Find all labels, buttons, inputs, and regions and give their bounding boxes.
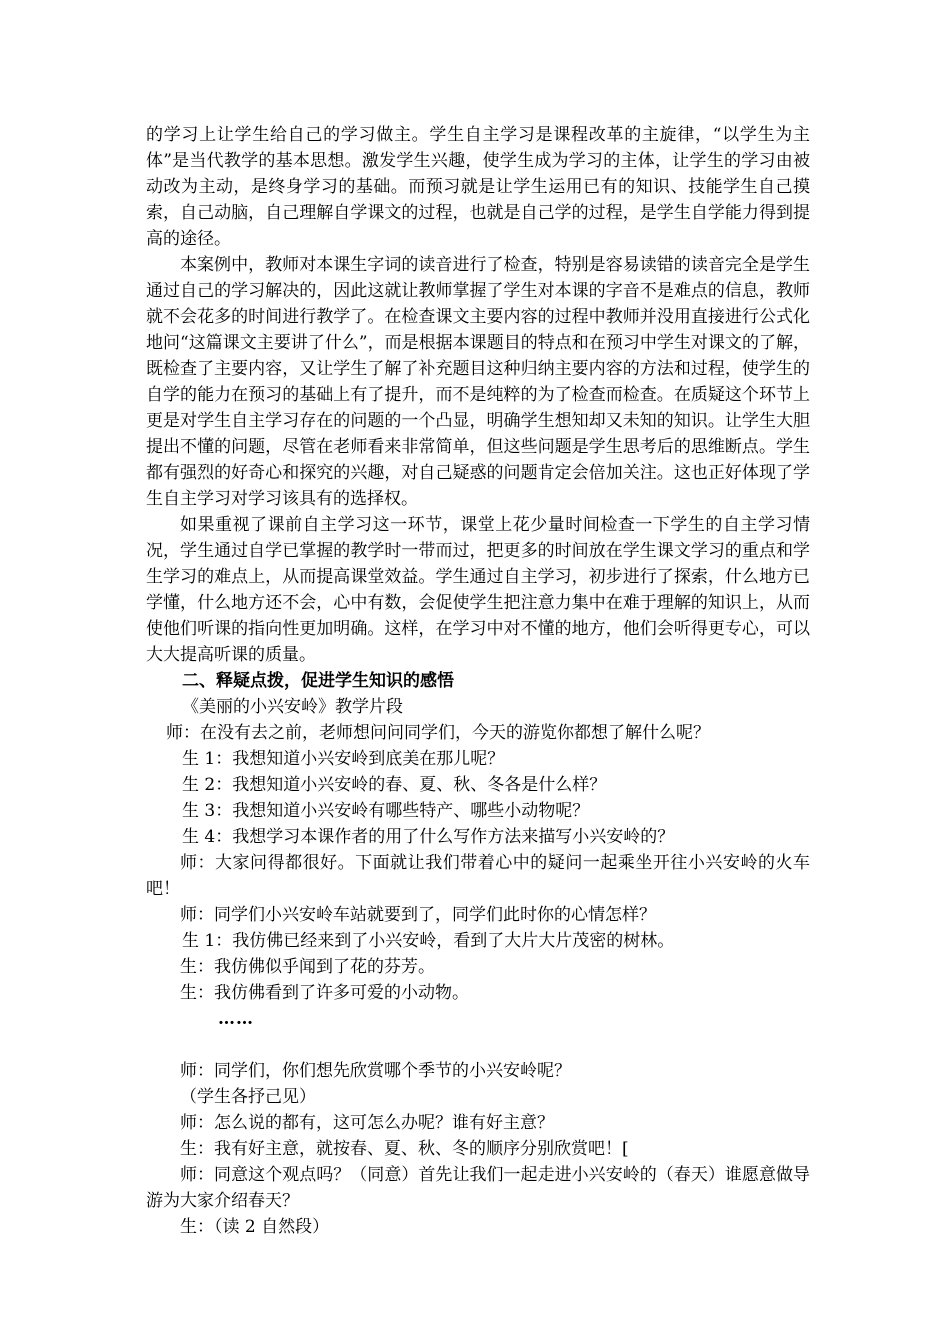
dialogue-line: 生：我仿佛似乎闻到了花的芬芳。 [180,957,435,977]
dialogue-line: 生 4：我想学习本课作者的用了什么写作方法来描写小兴安岭的？ [182,827,675,847]
blank-line [146,1032,810,1058]
lesson-title-line: 《美丽的小兴安岭》教学片段 [182,697,403,717]
dialogue-line: 生 3：我想知道小兴安岭有哪些特产、哪些小动物呢？ [182,801,590,821]
dialogue-line: 师：在没有去之前，老师想问问同学们，今天的游览你都想了解什么呢？ [166,723,710,743]
dialogue-line: 师：同学们，你们想先欣赏哪个季节的小兴安岭呢？ [180,1061,571,1081]
dialogue-line: 生 1：我仿佛已经来到了小兴安岭，看到了大片大片茂密的树林。 [182,931,675,951]
dialogue-line: 生：我仿佛看到了许多可爱的小动物。 [180,983,469,1003]
section-heading: 二、释疑点拨，促进学生知识的感悟 [182,671,454,691]
dialogue-line: 生：（读 2 自然段） [180,1217,330,1237]
document-page [146,122,810,1240]
dialogue-line: 师：怎么说的都有，这可怎么办呢？谁有好主意？ [180,1113,554,1133]
dialogue-line: 师：同意这个观点吗？（同意）首先让我们一起走进小兴安岭的（春天）谁愿意做导游为大家介绍春天？ [146,1165,810,1211]
dialogue-line: 师：大家问得都很好。下面就让我们带着心中的疑问一起乘坐开往小兴安岭的火车吧！ [146,853,810,899]
ellipsis-line: …… [218,1009,254,1029]
body-paragraph-1: 的学习上让学生给自己的学习做主。学生自主学习是课程改革的主旋律，“以学生为主体”是当代教学的基本思想。激发学生兴趣，使学生成为学习的主体，让学生的学习由被动改为主动，是终身学习的基础。而预习就是让学生运用已有的知识、技能学生自己摸索，自己动脑，自己理解自学课文的过程，也就是自己学的过程，是学生自学能力得到提高的途径。 [146,125,810,249]
dialogue-line: 生 2：我想知道小兴安岭的春、夏、秋、冬各是什么样？ [182,775,607,795]
dialogue-line: （学生各抒己见） [180,1087,316,1107]
body-paragraph-3: 如果重视了课前自主学习这一环节，课堂上花少量时间检查一下学生的自主学习情况，学生通过自学已掌握的教学时一带而过，把更多的时间放在学生课文学习的重点和学生学习的难点上，从而提高课堂效益。学生通过自主学习，初步进行了探索，什么地方已学懂，什么地方还不会，心中有数，会促使学生把注意力集中在难于理解的知识上，从而使他们听课的指向性更加明确。这样，在学习中对不懂的地方，他们会听得更专心，可以大大提高听课的质量。 [146,515,810,665]
body-paragraph-2: 本案例中，教师对本课生字词的读音进行了检查，特别是容易读错的读音完全是学生通过自己的学习解决的，因此这就让教师掌握了学生对本课的字音不是难点的信息，教师就不会花多的时间进行教学了。在检查课文主要内容的过程中教师并没用直接进行公式化地问“这篇课文主要讲了什么”，而是根据本课题目的特点和在预习中学生对课文的了解，既检查了主要内容，又让学生了解了补充题目这种归纳主要内容的方法和过程，使学生的自学的能力在预习的基础上有了提升，而不是纯粹的为了检查而检查。在质疑这个环节上更是对学生自主学习存在的问题的一个凸显，明确学生想知却又未知的知识。让学生大胆提出不懂的问题，尽管在老师看来非常简单，但这些问题是学生思考后的思维断点。学生都有强烈的好奇心和探究的兴趣，对自己疑惑的问题肯定会倍加关注。这也正好体现了学生自主学习对学习该具有的选择权。 [146,255,810,509]
dialogue-line: 师：同学们小兴安岭车站就要到了，同学们此时你的心情怎样？ [180,905,656,925]
dialogue-line: 生：我有好主意，就按春、夏、秋、冬的顺序分别欣赏吧！[ [180,1139,629,1159]
dialogue-line: 生 1：我想知道小兴安岭到底美在那儿呢？ [182,749,505,769]
